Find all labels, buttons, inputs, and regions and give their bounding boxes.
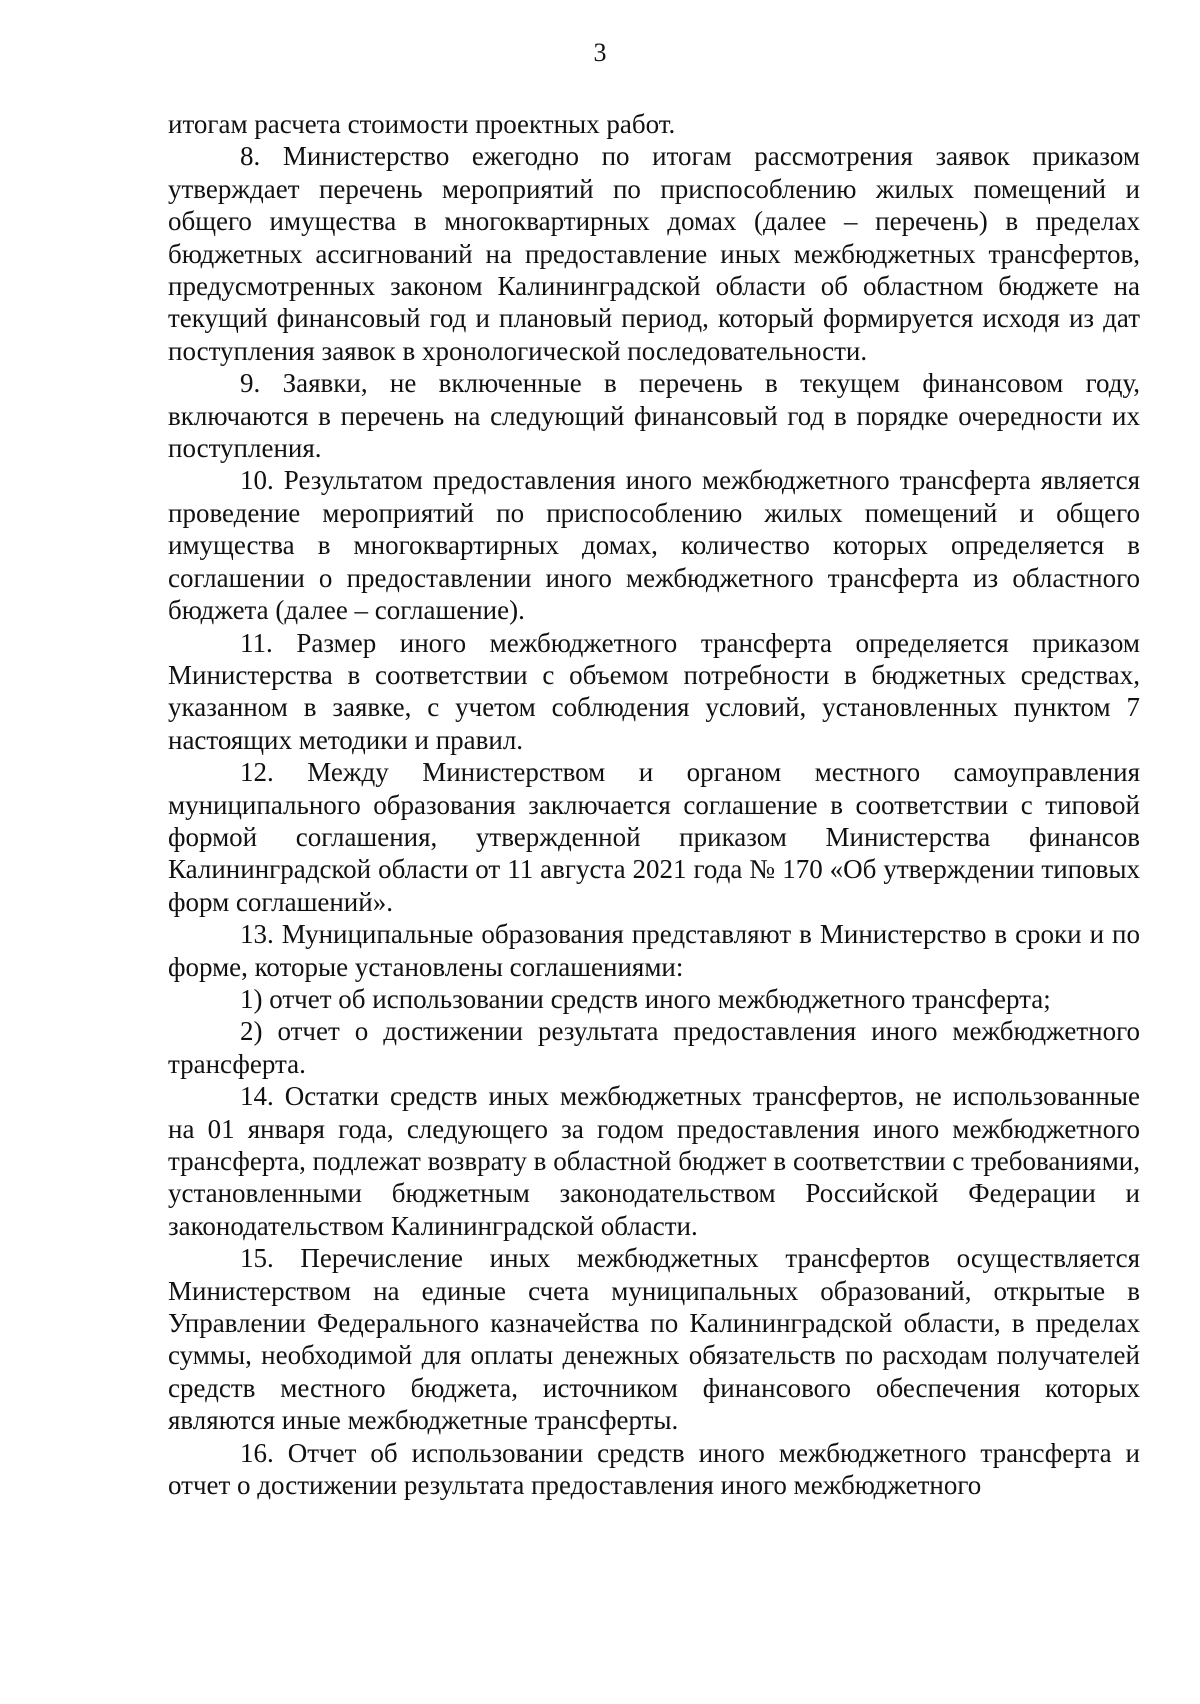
paragraph-item-13: 13. Муниципальные образования представляют в Министерство в сроки и по форме, которые установлены соглашениями: [168, 919, 1140, 982]
paragraph-item-12: 12. Между Министерством и органом местного самоуправления муниципального образования заключается соглашение в соответствии с типовой формой соглашения, утвержденной приказом Министерства финансов Калининградской области от 11 августа 2021 года № 170 «Об утверждении типовых форм соглашений». [168, 757, 1140, 917]
document-body [168, 108, 1140, 1501]
paragraph-item-9: 9. Заявки, не включенные в перечень в текущем финансовом году, включаются в перечень на следующий финансовый год в порядке очередности их поступления. [168, 368, 1140, 464]
paragraph-continuation: итогам расчета стоимости проектных работ. [168, 109, 676, 139]
paragraph-item-10: 10. Результатом предоставления иного межбюджетного трансферта является проведение мероприятий по приспособлению жилых помещений и общего имущества в многоквартирных домах, количество которых определяется в соглашении о предоставлении иного межбюджетного трансферта из областного бюджета (далее – соглашение). [168, 465, 1140, 626]
paragraph-item-15: 15. Перечисление иных межбюджетных трансфертов осуществляется Министерством на единые счета муниципальных образований, открытые в Управлении Федерального казначейства по Калининградской области, в пределах суммы, необходимой для оплаты денежных обязательств по расходам получателей средств местного бюджета, источником финансового обеспечения которых являются иные межбюджетные трансферты. [168, 1243, 1140, 1436]
paragraph-item-14: 14. Остатки средств иных межбюджетных трансфертов, не использованные на 01 января года, следующего за годом предоставления иного межбюджетного трансферта, подлежат возврату в областной бюджет в соответствии с требованиями, установленными бюджетным законодательством Российской Федерации и законодательством Калининградской области. [168, 1081, 1140, 1241]
paragraph-item-16: 16. Отчет об использовании средств иного межбюджетного трансферта и отчет о достижении результата предоставления иного межбюджетного [168, 1437, 1140, 1501]
paragraph-subitem-13-2: 2) отчет о достижении результата предоставления иного межбюджетного трансферта. [168, 1016, 1140, 1079]
paragraph-item-8: 8. Министерство ежегодно по итогам рассмотрения заявок приказом утверждает перечень мероприятий по приспособлению жилых помещений и общего имущества в многоквартирных домах (далее – перечень) в пределах бюджетных ассигнований на предоставление иных межбюджетных трансфертов, предусмотренных законом Калининградской области об областном бюджете на текущий финансовый год и плановый период, который формируется исходя из дат поступления заявок в хронологической последовательности. [168, 141, 1140, 366]
page-number: 3 [593, 38, 607, 67]
paragraph-subitem-13-1: 1) отчет об использовании средств иного межбюджетного трансферта; [240, 983, 1051, 1014]
paragraph-item-11: 11. Размер иного межбюджетного трансферта определяется приказом Министерства в соответствии с объемом потребности в бюджетных средствах, указанном в заявке, с учетом соблюдения условий, установленных пунктом 7 настоящих методики и правил. [168, 627, 1140, 755]
